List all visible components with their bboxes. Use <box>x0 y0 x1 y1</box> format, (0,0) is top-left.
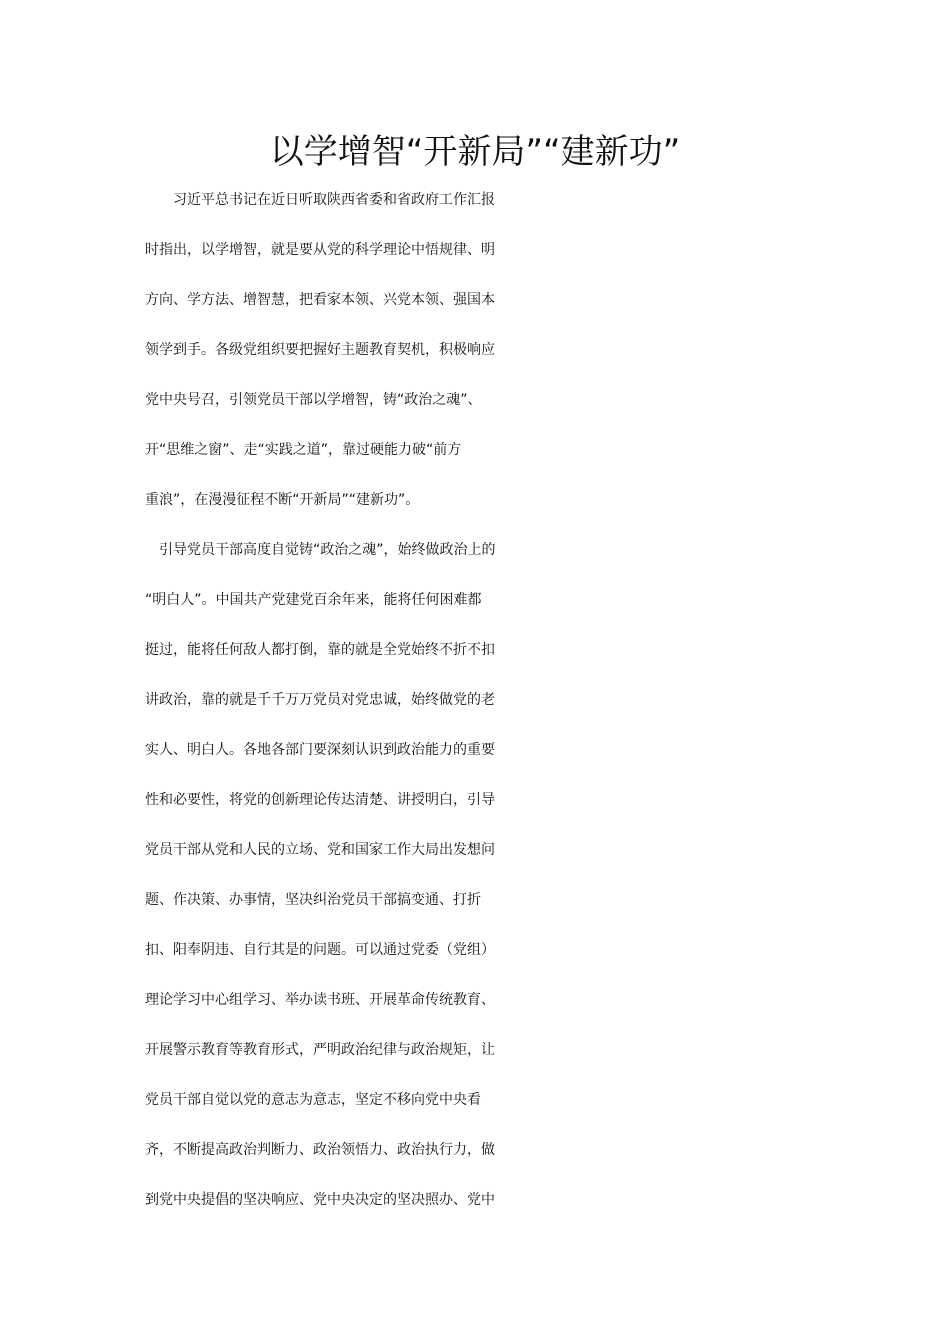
paragraph-line: “明白人”。中国共产党建党百余年来，能将任何困难都 <box>145 592 482 608</box>
paragraph-line: 党中央号召，引领党员干部以学增智，铸“政治之魂”、 <box>145 392 482 408</box>
paragraph-line: 习近平总书记在近日听取陕西省委和省政府工作汇报 <box>145 192 495 208</box>
paragraph-line: 引导党员干部高度自觉铸“政治之魂”，始终做政治上的 <box>145 542 496 558</box>
paragraph-line: 讲政治，靠的就是千千万万党员对党忠诚，始终做党的老 <box>145 692 495 708</box>
paragraph-line: 实人、明白人。各地各部门要深刻认识到政治能力的重要 <box>145 742 495 758</box>
paragraph-line: 领学到手。各级党组织要把握好主题教育契机，积极响应 <box>145 342 495 358</box>
paragraph-line: 题、作决策、办事情，坚决纠治党员干部搞变通、打折 <box>145 892 481 908</box>
paragraph-line: 扣、阳奉阴违、自行其是的问题。可以通过党委（党组） <box>145 942 495 958</box>
document-title: 以学增智“开新局”“建新功” <box>269 132 681 172</box>
paragraph-line: 党员干部自觉以党的意志为意志，坚定不移向党中央看 <box>145 1092 481 1108</box>
paragraph-line: 时指出，以学增智，就是要从党的科学理论中悟规律、明 <box>145 242 495 258</box>
paragraph-line: 开“思维之窗”、走“实践之道”，靠过硬能力破“前方 <box>145 442 462 458</box>
paragraph-line: 理论学习中心组学习、举办读书班、开展革命传统教育、 <box>145 992 495 1008</box>
paragraph-line: 方向、学方法、增智慧，把看家本领、兴党本领、强国本 <box>145 292 495 308</box>
paragraph-line: 齐，不断提高政治判断力、政治领悟力、政治执行力，做 <box>145 1142 495 1158</box>
paragraph-line: 开展警示教育等教育形式，严明政治纪律与政治规矩，让 <box>145 1042 495 1058</box>
paragraph-line: 到党中央提倡的坚决响应、党中央决定的坚决照办、党中 <box>145 1192 495 1208</box>
paragraph-line: 挺过，能将任何敌人都打倒，靠的就是全党始终不折不扣 <box>145 642 495 658</box>
paragraph-line: 党员干部从党和人民的立场、党和国家工作大局出发想问 <box>145 842 495 858</box>
paragraph-line: 重浪”，在漫漫征程不断“开新局”“建新功”。 <box>145 492 420 508</box>
paragraph-line: 性和必要性，将党的创新理论传达清楚、讲授明白，引导 <box>145 792 495 808</box>
